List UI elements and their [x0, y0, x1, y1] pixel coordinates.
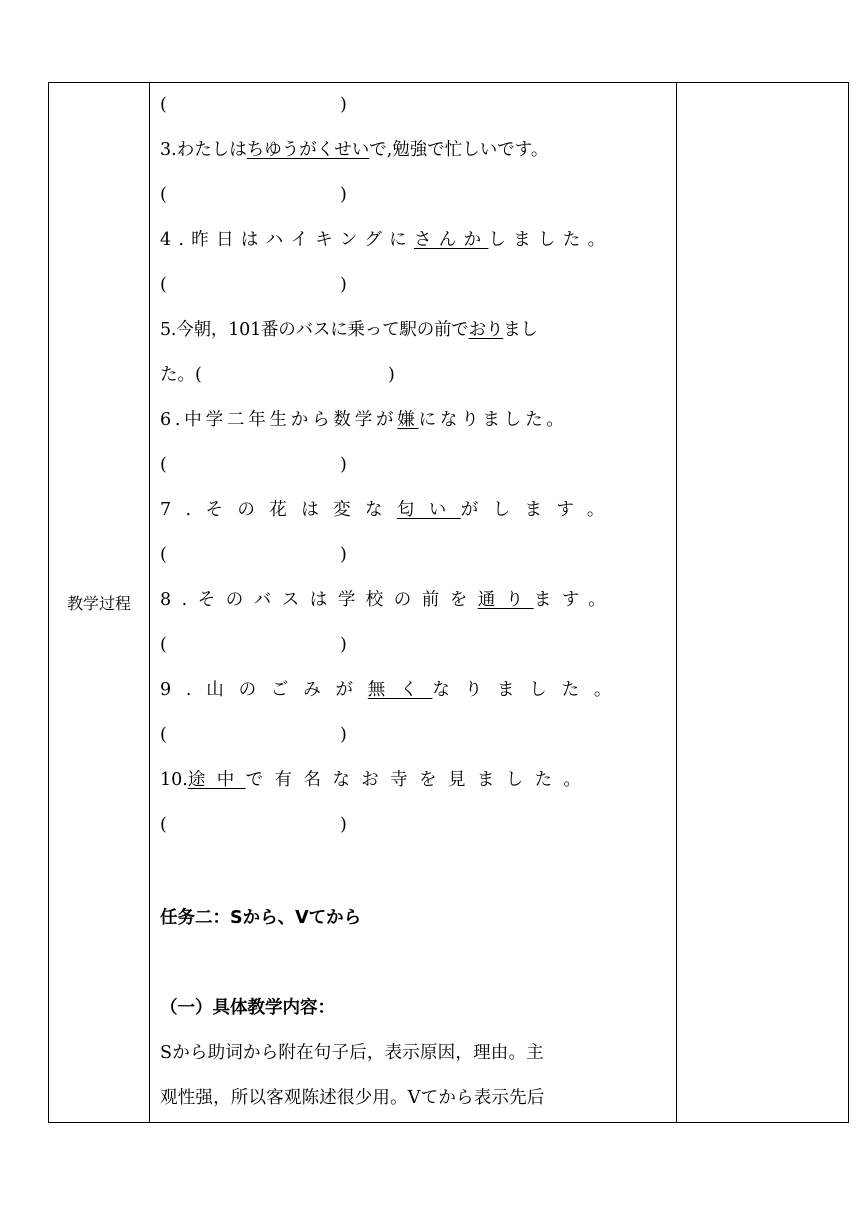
paragraph-line: Sから助词から附在句子后，表示原因，理由。主: [160, 1043, 544, 1063]
underlined-word: 嫌: [397, 410, 419, 430]
answer-blank-line: ( ): [160, 815, 347, 835]
question-5: 5.今朝，101番のバスに乗って駅の前でおりまし: [160, 320, 538, 340]
column-divider-right: [676, 83, 677, 1122]
answer-blank-line: ( ): [160, 455, 347, 475]
answer-blank-line: ( ): [160, 95, 347, 115]
question-4: 4.昨日はハイキングにさんかしました。: [160, 230, 613, 250]
underlined-word: さんか: [413, 230, 489, 250]
question-8: 8.そのバスは学校の前を通ります。: [160, 590, 617, 610]
question-5-continued: た。( ): [160, 365, 395, 385]
answer-blank-line: ( ): [160, 275, 347, 295]
underlined-word: ちゆうがくせい: [246, 140, 370, 160]
question-10: 10.途中で有名なお寺を見ました。: [160, 770, 593, 790]
question-7: 7.その花は変な匂いがします。: [160, 500, 619, 520]
section-label: 教学过程: [66, 594, 131, 613]
answer-blank-line: ( ): [160, 185, 347, 205]
question-6: 6.中学二年生から数学が嫌になりました。: [160, 410, 568, 430]
underlined-word: 途中: [187, 770, 246, 790]
question-9: 9.山のごみが無くなりました。: [160, 680, 627, 700]
underlined-word: おり: [468, 320, 504, 340]
answer-blank-line: ( ): [160, 725, 347, 745]
task-2-heading: 任务二：Sから、Vてから: [160, 908, 362, 928]
paragraph-line: 观性强，所以客观陈述很少用。Vてから表示先后: [160, 1088, 545, 1108]
column-divider-left: [149, 83, 150, 1122]
answer-blank-line: ( ): [160, 635, 347, 655]
subsection-heading: （一）具体教学内容：: [160, 998, 335, 1018]
underlined-word: 匂い: [396, 500, 461, 520]
underlined-word: 無く: [367, 680, 433, 700]
answer-blank-line: ( ): [160, 545, 347, 565]
question-3: 3.わたしはちゆうがくせいで,勉強で忙しいです。: [160, 140, 549, 160]
underlined-word: 通り: [477, 590, 534, 610]
lesson-table: [48, 82, 849, 1123]
